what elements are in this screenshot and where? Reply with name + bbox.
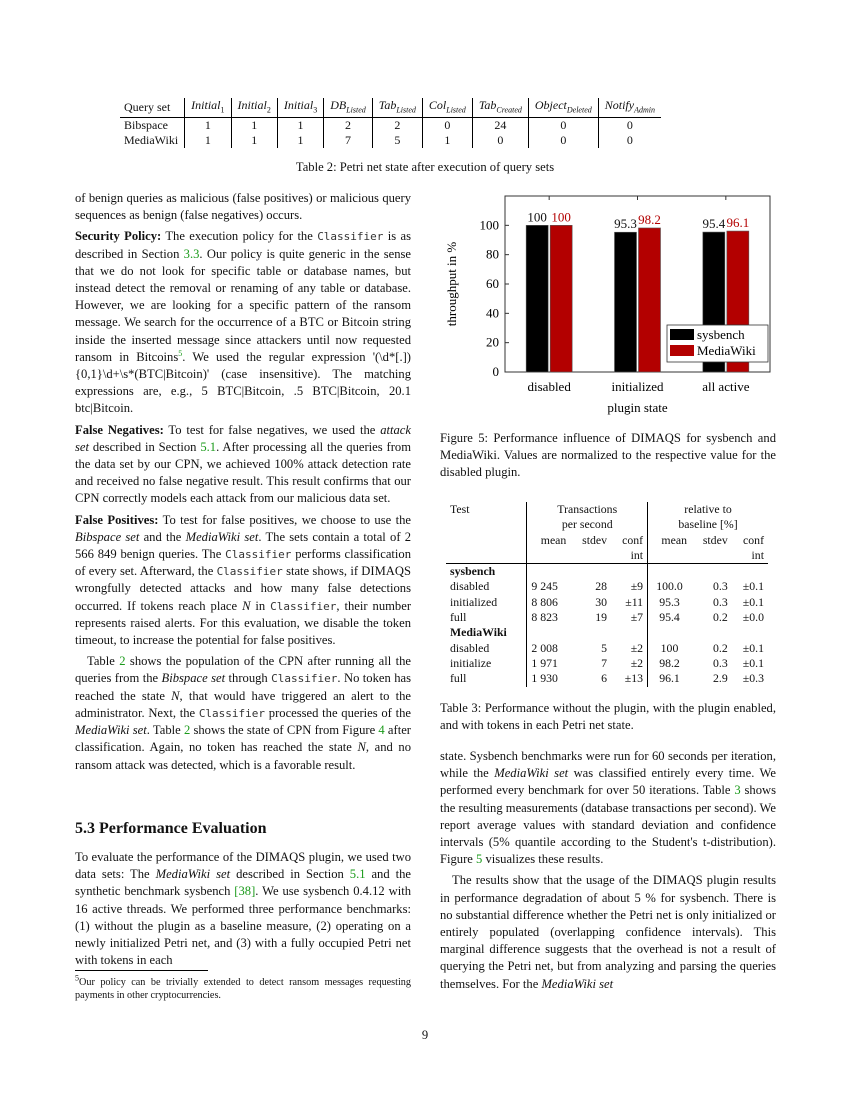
table-cell: ±13 [624, 671, 644, 686]
bar-mediawiki [550, 225, 572, 372]
cross-reference-link[interactable]: 4 [378, 723, 385, 738]
table-2-column-header [598, 98, 661, 118]
table-cell: 7 [601, 655, 608, 670]
table-cell: ±11 [625, 594, 644, 609]
footnote [75, 973, 411, 1002]
code-term: Classifier [317, 230, 384, 244]
text-run: N [242, 598, 251, 613]
y-tick-label: 20 [486, 334, 499, 350]
y-tick-label: 80 [486, 246, 499, 262]
text-run: visualizes these results. [482, 852, 604, 867]
table-cell: ±9 [630, 579, 644, 594]
table-cell: 0.2 [712, 640, 728, 655]
table-group-row [446, 625, 768, 640]
text-run: MediaWiki set [541, 976, 614, 991]
text-run: after classification. Again, no token has reached the state [75, 723, 411, 755]
code-term: Classifier [198, 706, 266, 720]
text-run: , their number represents raised alerts. For this evaluation, we disable the token timeout, to increase the potential for false positives. [75, 598, 412, 648]
text-run: . No token has reached the state [75, 671, 411, 703]
table-cell: initialize [450, 655, 492, 670]
text-run: . We used the regular expression '(\d*[.]){0,1}\d+\s*(BTC|Bitcoin)' (case insensitive). The matching expressions are, e.g., 5 BTC|Bitcoin, .5 BTC|Bitcoin, 20.1 btc|Bitcoin. [75, 349, 411, 416]
text-run: MediaWiki set [75, 723, 147, 738]
header-subscript: Deleted [566, 105, 592, 115]
header-text: DB [330, 98, 347, 112]
text-run: N [357, 740, 366, 755]
text-run: , and no ransom attack was detected, which is a favorable result. [75, 740, 411, 772]
text-run: The results show that the usage of the DIMAQS plugin results in performance degradation of about 5 % for sysbench. There is no substantial difference whether the Petri net is only initialized or entirely populated (overlapping confidence intervals). This marginal difference suggests that the overhead is not a result of querying the Petri net, but from analyzing and parsing the queries themselves. For the [440, 873, 776, 991]
table-cell: 100.0 [648, 579, 691, 594]
header-text: Tab [378, 98, 397, 112]
table-cell: 0.2 [712, 610, 728, 625]
header-subscript: 3 [313, 105, 318, 115]
table-cell: 1 930 [527, 671, 570, 686]
figure-5-caption: Figure 5: Performance influence of DIMAQS for sysbench and MediaWiki. Values are normalized to the respective value for the disabled plugin. [440, 431, 776, 479]
bar-sysbench [615, 232, 637, 372]
text-run: through [225, 671, 272, 686]
t3-head-stdev: stdev [582, 532, 608, 547]
table-cell: 2 [372, 118, 422, 134]
header-text: Tab [478, 98, 497, 112]
left-column-continued [75, 849, 411, 973]
group-label: sysbench [450, 564, 496, 579]
x-axis-label: plugin state [607, 400, 668, 415]
table-row [446, 671, 768, 686]
header-text: Notify [604, 98, 635, 112]
table-cell: 0.3 [712, 655, 728, 670]
cross-reference-link[interactable]: 3.3 [183, 246, 200, 261]
cross-reference-link[interactable]: 3 [734, 783, 741, 798]
text-run: and the synthetic benchmark sysbench [75, 867, 411, 899]
t3-head-conf: conf [622, 532, 644, 547]
text-run: MediaWiki set [494, 766, 569, 781]
table-cell: 5 [601, 640, 608, 655]
bar-mediawiki [639, 228, 661, 372]
table-cell: ±0.1 [742, 640, 764, 655]
code-term: Classifier [225, 548, 292, 562]
paragraph [75, 512, 411, 650]
text-run: . The sets contain a total of 2 566 849 benign queries. The [75, 529, 412, 562]
footnote-rule [75, 970, 208, 971]
cross-reference-link[interactable]: 5.1 [349, 867, 366, 882]
text-run: described in Section [230, 867, 350, 882]
bar-sysbench [526, 225, 548, 372]
group-label: MediaWiki [450, 625, 507, 640]
header-text: Col [428, 98, 447, 112]
t3-head-mean: mean [648, 533, 691, 548]
table-2 [120, 98, 661, 148]
table-cell: disabled [450, 640, 490, 655]
table-cell: 1 [185, 118, 231, 134]
table-cell: 1 [231, 133, 277, 148]
text-run: state. Sysbench benchmarks were run for 60 seconds per iteration, while the [440, 749, 776, 781]
table-cell: 8 806 [527, 595, 570, 610]
page-number: 9 [421, 1028, 429, 1042]
text-run: Bibspace set [75, 529, 140, 544]
y-tick-label: 40 [486, 305, 499, 321]
y-tick-label: 60 [486, 276, 499, 291]
x-tick-label: initialized [611, 379, 664, 394]
header-subscript: Created [496, 105, 522, 115]
figure-5-chart [440, 188, 780, 418]
table-2-column-header [422, 98, 472, 118]
header-text: Object [534, 98, 567, 112]
text-run: To test for false negatives, we used the [163, 422, 381, 437]
data-label: 100 [551, 209, 571, 225]
table-2-header [120, 98, 661, 118]
table-cell: 100 [648, 641, 691, 656]
table-cell: ±0.0 [742, 610, 764, 625]
table-cell: 95.3 [648, 595, 691, 610]
t3-head-mean: mean [527, 533, 570, 548]
text-run: processed the queries of the [265, 705, 411, 720]
text-run: , that would have triggered an alert to the administrator. Next, the [75, 688, 412, 720]
text-run: MediaWiki set [155, 867, 231, 882]
table-cell: 0 [422, 118, 472, 134]
table-cell: full [450, 671, 467, 686]
table-3 [446, 502, 768, 687]
footnote-marker[interactable]: 5 [178, 348, 183, 358]
legend-label: sysbench [697, 327, 745, 342]
table-cell: 1 [277, 118, 323, 134]
table-cell: 0 [472, 133, 528, 148]
table-cell: 0 [598, 133, 661, 148]
x-tick-label: all active [702, 379, 750, 394]
y-tick-label: 100 [479, 217, 499, 233]
header-text: Initial [283, 98, 314, 112]
paragraph [75, 228, 411, 417]
x-tick-label: disabled [527, 379, 571, 394]
table-cell: ±2 [630, 655, 644, 670]
table-cell: 19 [595, 610, 608, 625]
table-cell: 1 [185, 133, 231, 148]
table-cell: 95.4 [648, 610, 691, 625]
y-axis-label: throughput in % [444, 241, 459, 327]
table-cell: Bibspace [124, 118, 168, 133]
text-run: shows the population of the CPN after running all the queries from the [75, 654, 412, 686]
table-2-caption: Table 2: Petri net state after execution of query sets [295, 160, 555, 174]
table-2-column-header [472, 98, 528, 118]
table-row [446, 579, 768, 594]
cross-reference-link[interactable]: [38] [234, 884, 256, 899]
table-row [120, 118, 661, 134]
header-subscript: Listed [396, 105, 416, 115]
data-label: 96.1 [726, 215, 750, 231]
table-2-column-header [324, 98, 373, 118]
y-tick-label: 0 [492, 364, 499, 379]
table-cell: 28 [595, 579, 608, 594]
legend-swatch [670, 345, 694, 356]
text-run: shows the resulting measurements (database transactions per second). We report average values with standard deviation and confidence intervals (5% quantile according to the Student's t-distribution). Figure [440, 783, 777, 867]
legend-swatch [670, 329, 694, 340]
table-2-column-header [231, 98, 277, 118]
table-cell: 98.2 [648, 656, 691, 671]
text-run: . Our policy is quite generic in the sense that we do not look for specific table or database names, but instead detect the removal or renaming of any table or database. However, we are looking for a specific pattern of the ransom message. We search for the occurrence of a BTC or Bitcoin string inside the inserted message since attackers until now requested ransom in Bitcoins [75, 246, 411, 364]
t3-head-int: int [611, 548, 648, 564]
data-label: 95.4 [702, 216, 726, 232]
footnote-mark: 5 [75, 973, 79, 983]
table-cell: 1 971 [527, 656, 570, 671]
table-row [446, 595, 768, 610]
table-cell: full [450, 610, 467, 625]
paragraph [440, 872, 776, 992]
t3-head-group2-l2: baseline [%] [648, 517, 768, 532]
section-heading: 5.3 Performance Evaluation [75, 820, 267, 837]
paragraph-lead: False Positives: [75, 512, 159, 527]
table-cell: ±7 [630, 610, 644, 625]
cross-reference-link[interactable]: 5 [476, 852, 483, 867]
text-run: performs classification of every set. Afterward, the [75, 547, 412, 579]
code-term: Classifier [216, 565, 283, 579]
table-cell: 1 [277, 133, 323, 148]
table-row [446, 656, 768, 671]
table-cell: 0.3 [712, 594, 728, 609]
cross-reference-link[interactable]: 2 [183, 723, 191, 738]
table-cell: 1 [422, 133, 472, 148]
header-text: Initial [191, 98, 221, 112]
table-cell: MediaWiki [124, 133, 179, 148]
table-cell: 0 [528, 118, 598, 134]
text-run: Table [87, 654, 120, 669]
text-run: The execution policy for the [161, 229, 318, 244]
table-cell: 2 008 [527, 641, 570, 656]
paragraph [75, 190, 411, 224]
text-run: . Table [146, 723, 184, 738]
legend [667, 325, 768, 362]
text-run: Bibspace set [161, 671, 226, 686]
header-subscript: 2 [266, 105, 271, 115]
t3-head-test: Test [450, 502, 470, 516]
paragraph-lead: False Negatives: [75, 422, 164, 437]
header-text: Query set [124, 100, 171, 115]
table-cell: 0 [528, 133, 598, 148]
text-run: is as described in Section [75, 229, 412, 261]
text-run: in [250, 598, 271, 613]
header-subscript: Listed [446, 105, 466, 115]
paragraph [75, 653, 411, 773]
table-cell: 2.9 [712, 671, 728, 686]
cross-reference-link[interactable]: 5.1 [200, 439, 217, 454]
t3-head-int: int [732, 548, 768, 564]
legend-label: MediaWiki [697, 343, 756, 358]
header-subscript: Admin [634, 105, 655, 115]
code-term: Classifier [271, 672, 338, 686]
text-run: state shows, if DIMAQS wrongfully detected attacks and how many false detections occurred. If tokens reach place [75, 564, 411, 613]
text-run: described in Section [89, 439, 201, 454]
t3-head-group1-l2: per second [527, 517, 648, 532]
table-cell: 8 823 [527, 610, 570, 625]
table-2-column-header [372, 98, 422, 118]
text-run: . We use sysbench 0.4.12 with 16 active threads. We performed three performance benchmarks: (1) without the plugin as a baseline measure, (2) operating on a newly initialized Petri net, and (3) with a fully occupied Petri net with tokens in each [75, 884, 412, 968]
text-run: To test for false positives, we choose to use the [158, 512, 411, 527]
table-row [120, 133, 661, 148]
data-label: 100 [527, 209, 547, 225]
header-subscript: 1 [220, 105, 225, 115]
table-cell: ±0.1 [742, 655, 764, 670]
text-run: was classified entirely every time. We performed every benchmark for over 50 iterations. Table [440, 766, 776, 798]
table-cell: ±0.1 [742, 594, 764, 609]
left-column [75, 190, 411, 778]
table-row [446, 641, 768, 656]
right-column [440, 748, 776, 997]
text-run: attack set [75, 422, 411, 454]
paragraph-lead: Security Policy: [75, 229, 162, 244]
table-2-column-header [185, 98, 231, 118]
table-group-row [446, 564, 768, 580]
paragraph [75, 849, 411, 969]
table-row [446, 610, 768, 625]
table-cell: ±2 [630, 640, 644, 655]
header-text: Initial [237, 98, 267, 112]
table-cell: 9 245 [527, 579, 570, 594]
table-2-column-header [528, 98, 598, 118]
text-run: N [171, 688, 180, 703]
data-label: 98.2 [638, 211, 661, 227]
t3-head-stdev: stdev [702, 532, 728, 547]
table-cell: 7 [324, 133, 373, 148]
table-cell: 2 [324, 118, 373, 134]
t3-head-group1: Transactions [527, 502, 648, 517]
data-label: 95.3 [614, 216, 637, 232]
table-cell: 0 [598, 118, 661, 134]
text-run: of benign queries as malicious (false positives) or malicious query sequences as benign (false negatives) occurs. [75, 191, 411, 223]
text-run: shows the state of CPN from Figure [190, 723, 379, 738]
t3-head-group2: relative to [648, 502, 768, 517]
table-cell: ±0.1 [742, 579, 764, 594]
header-subscript: Listed [346, 105, 366, 115]
text-run: To evaluate the performance of the DIMAQS plugin, we used two data sets: The [75, 850, 411, 882]
table-cell: 24 [472, 118, 528, 134]
table-cell: 5 [372, 133, 422, 148]
table-2-column-header [120, 98, 185, 118]
table-cell: 6 [601, 671, 608, 686]
table-cell: 1 [231, 118, 277, 134]
table-cell: disabled [450, 579, 490, 594]
footnote-text: Our policy can be trivially extended to detect ransom messages requesting payments in other cryptocurrencies. [75, 977, 411, 1001]
table-3-caption: Table 3: Performance without the plugin, with the plugin enabled, and with tokens in each Petri net state. [440, 701, 776, 732]
code-term: Classifier [270, 599, 337, 613]
text-run: MediaWiki set [185, 529, 259, 544]
table-cell: ±0.3 [742, 671, 764, 686]
table-cell: 96.1 [648, 671, 691, 686]
t3-head-conf: conf [743, 532, 764, 547]
paragraph [440, 748, 776, 868]
text-run: and the [139, 529, 186, 544]
table-cell: initialized [450, 594, 498, 609]
table-cell: 0.3 [712, 579, 728, 594]
table-2-column-header [277, 98, 323, 118]
table-cell: 30 [595, 594, 608, 609]
paragraph [75, 422, 411, 508]
cross-reference-link[interactable]: 2 [119, 654, 126, 669]
text-run: . After processing all the queries from the data set by our CPN, we achieved 100% attack detection rate and received no false negative result. This result confirms that our CPN correctly models each attack from our malicious data set. [75, 439, 411, 506]
